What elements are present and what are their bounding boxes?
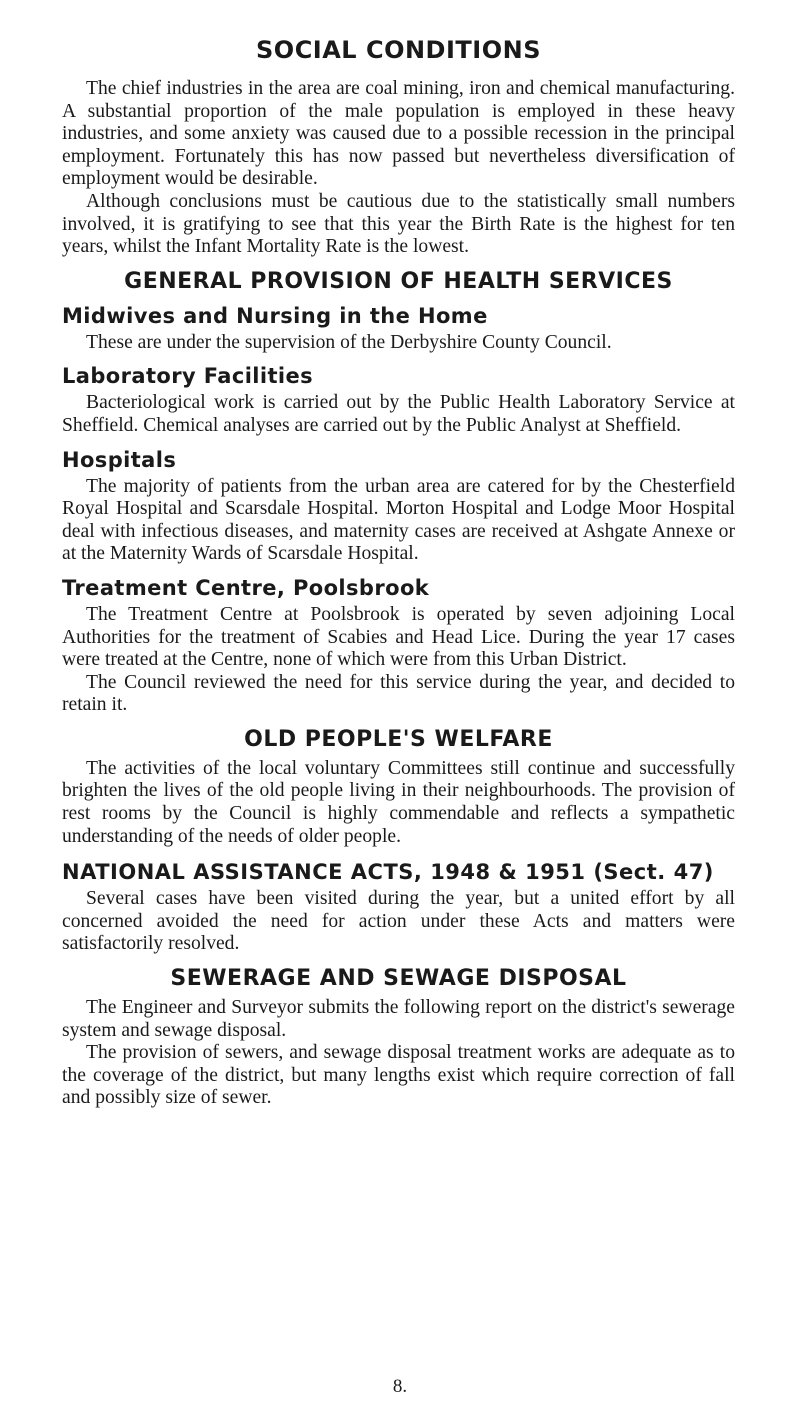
hospitals-heading: Hospitals [62,447,177,472]
national-assistance-paragraph: Several cases have been visited during the year, but a united effort by all concerned avoided the need for action under these Acts and matters were satisfactorily resolved. [62,888,735,955]
treatment-paragraph-2: The Council reviewed the need for this service during the year, and decided to retain it. [62,671,735,716]
sewerage-paragraph-2: The provision of sewers, and sewage disposal treatment works are adequate as to the coverage of the district, but many lengths exist which require correction of fall and possibly size of sewer. [62,1042,735,1109]
treatment-centre-heading: Treatment Centre, Poolsbrook [62,575,430,600]
laboratory-heading: Laboratory Facilities [62,364,314,389]
national-assistance-heading: NATIONAL ASSISTANCE ACTS, 1948 & 1951 (Sect. 47) [62,860,714,885]
midwives-paragraph: These are under the supervision of the Derbyshire County Council. [86,331,612,353]
old-peoples-welfare-paragraph: The activities of the local voluntary Committees still continue and successfully brighten the lives of the old people living in their neighbourhoods. The provision of rest rooms by the Council is highly commendable and reflects a sympathetic understanding of the needs of older people. [62,757,735,847]
intro-paragraph-2: Although conclusions must be cautious due to the statistically small numbers involved, it is gratifying to see that this year the Birth Rate is the highest for ten years, whilst the Infant Mortality Rate is the lowest. [62,190,735,258]
midwives-heading: Midwives and Nursing in the Home [62,303,488,328]
old-peoples-welfare-heading: OLD PEOPLE'S WELFARE [244,726,553,752]
sewerage-heading: SEWERAGE AND SEWAGE DISPOSAL [170,966,627,992]
intro-paragraph-1: The chief industries in the area are coal mining, iron and chemical manufacturing. A substantial proportion of the male population is employed in these heavy industries, and some anxiety was caused due to a possible recession in the principal employment. Fortunately this has now passed but nevertheless diversification of employment would be desirable. [62,78,735,190]
page-number: 8. [392,1376,408,1397]
page-title: SOCIAL CONDITIONS [256,36,541,64]
treatment-paragraph-1: The Treatment Centre at Poolsbrook is operated by seven adjoining Local Authorities for the treatment of Scabies and Head Lice. During the year 17 cases were treated at the Centre, none of which were from this Urban District. [62,603,735,671]
general-provision-heading: GENERAL PROVISION OF HEALTH SERVICES [124,268,673,294]
laboratory-paragraph: Bacteriological work is carried out by the Public Health Laboratory Service at Sheffield. Chemical analyses are carried out by the Public Analyst at Sheffield. [62,392,735,436]
sewerage-paragraph-1: The Engineer and Surveyor submits the following report on the district's sewerage system and sewage disposal. [62,997,735,1041]
hospitals-paragraph: The majority of patients from the urban area are catered for by the Chesterfield Royal Hospital and Scarsdale Hospital. Morton Hospital and Lodge Moor Hospital deal with infectious diseases, and maternity cases are received at Ashgate Annexe or at the Maternity Wards of Scarsdale Hospital. [62,475,735,565]
